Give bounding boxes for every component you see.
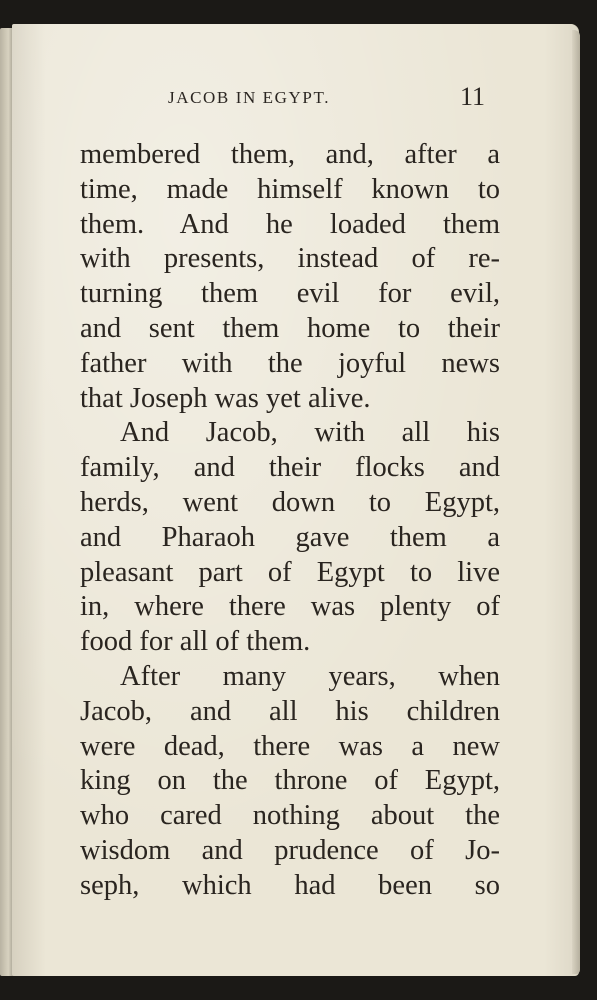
text-line: wisdom and prudence of Jo- [80, 834, 500, 866]
text-line: were dead, there was a new [80, 730, 500, 762]
text-line: time, made himself known to [80, 173, 500, 205]
page-edge [572, 30, 580, 974]
text-line: membered them, and, after a [80, 139, 500, 170]
paragraph [80, 660, 500, 904]
page-header [0, 84, 597, 114]
text-line: Jacob, and all his children [80, 695, 500, 727]
text-line: them. And he loaded them [80, 208, 500, 240]
text-line: in, where there was plenty of [80, 591, 500, 623]
body-text [80, 138, 500, 904]
paragraph [80, 416, 500, 660]
text-line: pleasant part of Egypt to live [80, 556, 500, 588]
text-line: turning them evil for evil, [80, 278, 500, 310]
text-line: After many years, when [120, 660, 500, 692]
text-line: herds, went down to Egypt, [80, 486, 500, 518]
text-line: and sent them home to their [80, 312, 500, 344]
text-line: that Joseph was yet alive. [80, 382, 371, 414]
text-line: with presents, instead of re- [80, 243, 500, 275]
paragraph [80, 138, 500, 416]
text-line: who cared nothing about the [80, 800, 500, 832]
text-line: family, and their flocks and [80, 452, 500, 484]
text-line: and Pharaoh gave them a [80, 521, 500, 553]
text-line: And Jacob, with all his [120, 417, 500, 449]
text-line: food for all of them. [80, 626, 311, 658]
running-head: JACOB IN EGYPT. [168, 88, 331, 107]
text-line: seph, which had been so [80, 869, 500, 901]
page-number: 11 [460, 82, 486, 111]
text-line: father with the joyful news [80, 347, 500, 379]
text-line: king on the throne of Egypt, [80, 765, 500, 797]
